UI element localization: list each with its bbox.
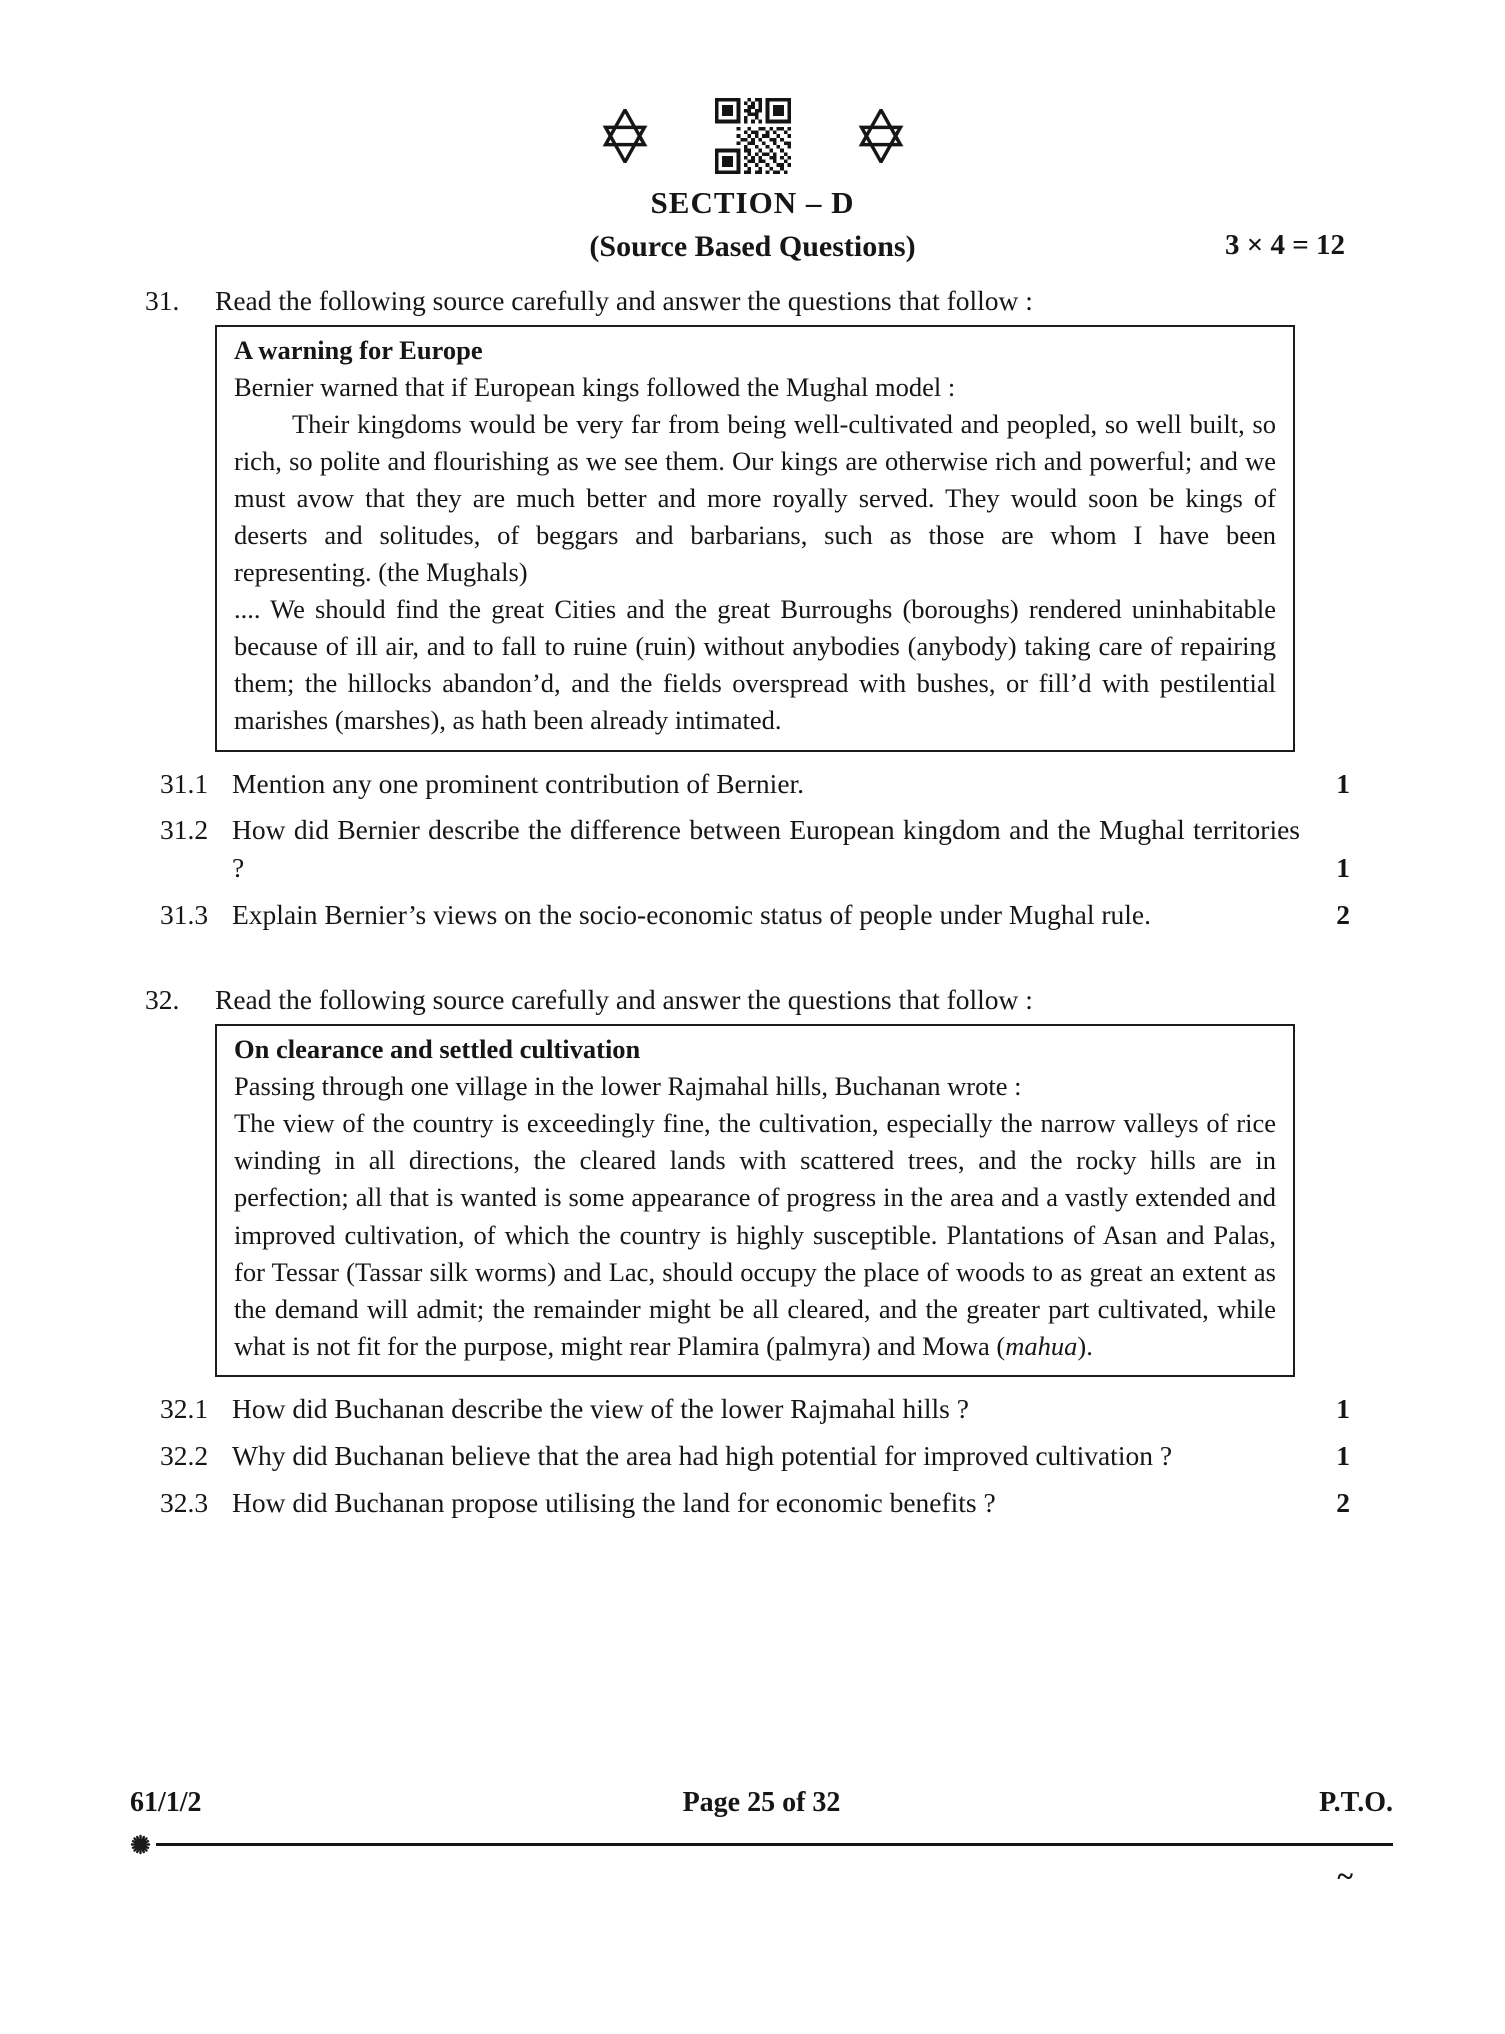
source-paragraph: .... We should find the great Cities and the great Burroughs (boroughs) rendered uninhabitable because of ill air, and to fall to ruine (ruin) without anybodies (anybody) taking care of repairing them; the hillocks abandon’d, and the fields overspread with bushes, or fill’d with pestilential marishes (marshes), as hath been already intimated. xyxy=(234,594,1276,736)
section-title: SECTION – D xyxy=(650,185,855,220)
subquestion-marks: 2 xyxy=(1336,899,1350,931)
source-box-buchanan xyxy=(215,1024,1295,1377)
page-number: Page 25 of 32 xyxy=(682,1787,841,1818)
star-of-david-icon xyxy=(857,109,905,163)
footer-rule-line xyxy=(156,1843,1393,1846)
question-31-intro xyxy=(145,283,1350,319)
subquestion-row xyxy=(160,811,1350,887)
question-number: 32. xyxy=(145,984,180,1016)
subquestion-marks: 1 xyxy=(1336,1392,1350,1424)
question-32-intro xyxy=(145,982,1350,1018)
subquestion-row xyxy=(160,896,1350,934)
source-title: A warning for Europe xyxy=(234,334,483,365)
subquestion-marks: 1 xyxy=(1336,1439,1350,1471)
subquestion-number: 31.2 xyxy=(160,814,209,846)
subquestion-number: 31.1 xyxy=(160,767,209,799)
footer-rule-row xyxy=(130,1834,1393,1855)
subquestion-text: How did Bernier describe the difference between European kingdom and the Mughal territories ? xyxy=(232,814,1300,884)
subquestion-marks: 1 xyxy=(1336,767,1350,799)
footer-text-row xyxy=(130,1786,1393,1820)
subquestion-text: Why did Buchanan believe that the area had high potential for improved cultivation ? xyxy=(232,1439,1173,1471)
section-subtitle: (Source Based Questions) xyxy=(589,229,916,263)
subquestion-number: 32.1 xyxy=(160,1392,209,1424)
source-paragraph: Their kingdoms would be very far from being well-cultivated and peopled, so well built, so rich, so polite and flourishing as we see them. Our kings are otherwise rich and powerful; and we must avow that they are much better and more royally served. They would soon be kings of deserts and solitudes, of beggars and barbarians, such as those are whom I have been representing. (the Mughals) xyxy=(234,408,1276,588)
subquestion-text: Explain Bernier’s views on the socio-economic status of people under Mughal rule. xyxy=(232,899,1151,931)
subquestion-text: How did Buchanan propose utilising the land for economic benefits ? xyxy=(232,1486,996,1518)
page-content xyxy=(145,283,1350,1522)
question-intro-text: Read the following source carefully and answer the questions that follow : xyxy=(215,284,1033,316)
source-paragraph-text: ). xyxy=(1077,1330,1093,1361)
tilde-mark: ~ xyxy=(1337,1860,1353,1893)
subquestion-text: How did Buchanan describe the view of the lower Rajmahal hills ? xyxy=(232,1392,969,1424)
subquestion-row xyxy=(160,765,1350,803)
subquestion-marks: 1 xyxy=(1336,852,1350,884)
subquestion-number: 32.3 xyxy=(160,1486,209,1518)
subquestion-row xyxy=(160,1484,1350,1522)
subquestion-text: Mention any one prominent contribution of Bernier. xyxy=(232,767,805,799)
subquestion-row xyxy=(160,1390,1350,1428)
subquestion-marks: 2 xyxy=(1336,1486,1350,1518)
paper-code: 61/1/2 xyxy=(130,1787,202,1818)
question-31-subquestions xyxy=(160,765,1350,935)
subquestion-number: 32.2 xyxy=(160,1439,209,1471)
source-paragraph: Passing through one village in the lower Rajmahal hills, Buchanan wrote : xyxy=(234,1071,1022,1102)
source-paragraph-italic-word: mahua xyxy=(1005,1330,1078,1361)
pto-label: P.T.O. xyxy=(1319,1787,1393,1818)
source-title: On clearance and settled cultivation xyxy=(234,1034,641,1065)
header-icons xyxy=(0,0,1505,174)
source-box-bernier xyxy=(215,325,1295,752)
question-intro-text: Read the following source carefully and answer the questions that follow : xyxy=(215,984,1033,1016)
source-paragraph-text: The view of the country is exceedingly fine, the cultivation, especially the narrow valleys of rice winding in all directions, the cleared lands with scattered trees, and the rocky hills are in perfection; all that is wanted is some appearance of progress in the area and a vastly extended and improved cultivation, of which the country is highly susceptible. Plantations of Asan and Palas, for Tessar (Tassar silk worms) and Lac, should occupy the place of woods to as great an extent as the demand will admit; the remainder might be all cleared, and the greater part cultivated, while what is not fit for the purpose, might rear Plamira (palmyra) and Mowa ( xyxy=(234,1108,1276,1361)
subquestion-row xyxy=(160,1437,1350,1475)
flower-asterisk-icon xyxy=(130,1834,151,1855)
star-of-david-icon xyxy=(601,109,649,163)
source-paragraph xyxy=(234,1105,1276,1365)
question-32-subquestions xyxy=(160,1390,1350,1522)
question-number: 31. xyxy=(145,284,180,316)
section-subtitle-row xyxy=(0,227,1505,269)
subquestion-number: 31.3 xyxy=(160,899,209,931)
marks-formula: 3 × 4 = 12 xyxy=(1224,228,1345,261)
qr-code-icon xyxy=(715,98,791,174)
page-footer xyxy=(130,1786,1393,1893)
source-paragraph: Bernier warned that if European kings followed the Mughal model : xyxy=(234,371,956,402)
